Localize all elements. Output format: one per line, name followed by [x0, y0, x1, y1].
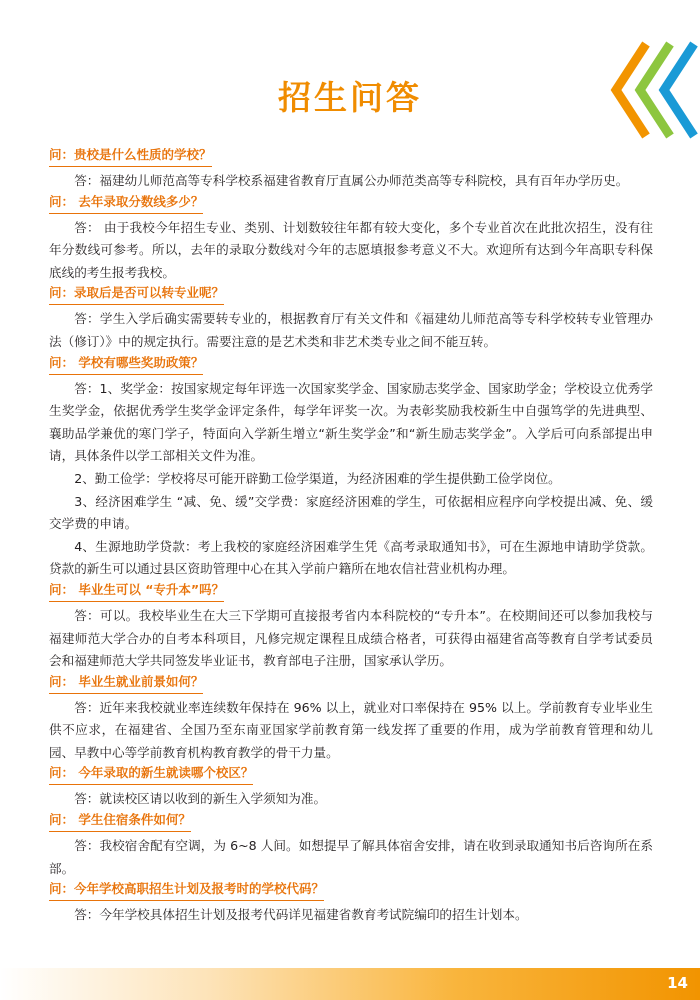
answer: 答： 由于我校今年招生专业、类别、计划数较往年都有较大变化，多个专业首次在此批次招生，没有往年分数线可参考。所以，去年的录取分数线对今年的志愿填报参考意义不大。欢迎所有达到今年高职专科保底线的考生报考我校。: [49, 219, 653, 280]
qa-item: [49, 764, 653, 811]
question: 问： 学校有哪些奖助政策？: [49, 354, 203, 375]
answer: 答：今年学校具体招生计划及报考代码详见福建省教育考试院编印的招生计划本。: [74, 907, 528, 923]
answer: 答：可以。我校毕业生在大三下学期可直接报考省内本科院校的“专升本”。在校期间还可以参加我校与福建师范大学合办的自考本科项目，凡修完规定课程且成绩合格者，可获得由福建省高等教育自学考试委员会和福建师范大学共同签发毕业证书，教育部电子注册，国家承认学历。: [49, 607, 653, 669]
answer: 答：学生入学后确实需要转专业的，根据教育厅有关文件和《福建幼儿师范高等专科学校转专业管理办法（修订）》中的规定执行。需要注意的是艺术类和非艺术类专业之间不能互转。: [49, 311, 653, 349]
answer: 答：就读校区请以收到的新生入学须知为准。: [74, 791, 327, 807]
answer: 4、生源地助学贷款：考上我校的家庭经济困难学生凭《高考录取通知书》，可在生源地申请助学贷款。贷款的新生可以通过县区资助管理中心在其入学前户籍所在地农信社营业机构办理。: [49, 538, 653, 577]
qa-item: [49, 811, 653, 880]
answer: 答：近年来我校就业率连续数年保持在 96% 以上，就业对口率保持在 95% 以上。学前教育专业毕业生供不应求，在福建省、全国乃至东南亚国家学前教育第一线发挥了重要的作用，成为学前教育管理和幼儿园、早教中心等学前教育机构教育教学的骨干力量。: [49, 699, 653, 760]
question: 问： 毕业生就业前景如何？: [49, 673, 203, 694]
qa-item: [49, 146, 653, 193]
question: 问：录取后是否可以转专业呢？: [49, 284, 224, 305]
page-title: 招生问答: [278, 78, 422, 117]
question: 问： 去年录取分数线多少？: [49, 193, 203, 214]
qa-item: [49, 673, 653, 765]
answer: 2、勤工俭学：学校将尽可能开辟勤工俭学渠道，为经济困难的学生提供勤工俭学岗位。: [74, 470, 561, 486]
question: 问： 毕业生可以 “专升本”吗？: [49, 581, 224, 602]
question: 问：贵校是什么性质的学校？: [49, 146, 212, 167]
question: 问： 今年录取的新生就读哪个校区？: [49, 764, 253, 785]
qa-item: [49, 284, 653, 353]
qa-list: [49, 146, 653, 927]
answer: 答：1、奖学金：按国家规定每年评选一次国家奖学金、国家励志奖学金、国家助学金；学校设立优秀学生奖学金，依据优秀学生奖学金评定条件，每学年评奖一次。为表彰奖励我校新生中自强笃学的先进典型、襄助品学兼优的寒门学子，特面向入学新生增立“新生奖学金”和“新生励志奖学金”。入学后可向系部提出申请，具体条件以学工部相关文件为准。: [49, 380, 653, 464]
answer: 答：福建幼儿师范高等专科学校系福建省教育厅直属公办师范类高等专科院校，具有百年办学历史。: [74, 173, 629, 188]
qa-item: [49, 581, 653, 673]
page-number: 14: [667, 974, 688, 992]
footer-bar: [0, 968, 700, 1000]
answer: 3、经济困难学生 “减、免、缓”交学费：家庭经济困难的学生，可依据相应程序向学校提出减、免、缓交学费的申请。: [49, 493, 653, 532]
question: 问： 学生住宿条件如何？: [49, 811, 191, 832]
qa-item: [49, 880, 653, 927]
qa-item: [49, 193, 653, 285]
qa-item: [49, 354, 653, 581]
answer: 答：我校宿舍配有空调，为 6~8 人间。如想提早了解具体宿舍安排，请在收到录取通知书后咨询所在系部。: [49, 838, 653, 876]
question: 问：今年学校高职招生计划及报考时的学校代码？: [49, 880, 324, 901]
